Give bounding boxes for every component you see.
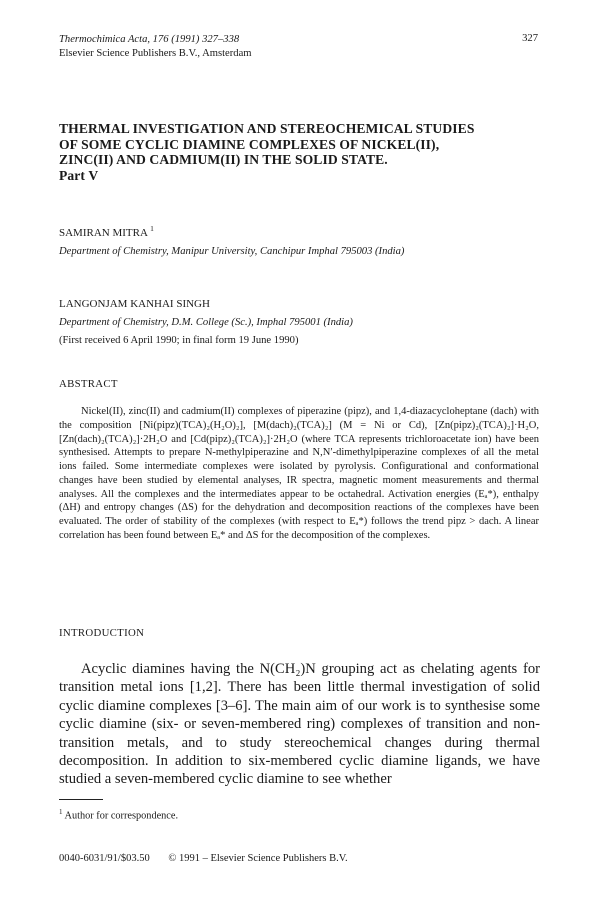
journal-citation: Thermochimica Acta, 176 (1991) 327–338 [59, 34, 240, 45]
footnote-marker: 1 [59, 808, 63, 816]
introduction-heading: INTRODUCTION [59, 627, 145, 639]
issn-code: 0040-6031/91/$03.50 [59, 853, 150, 864]
copyright-line [59, 853, 539, 864]
article-title [59, 121, 539, 183]
footnote-rule [59, 799, 103, 800]
author-name [59, 226, 154, 240]
page-number: 327 [522, 33, 538, 44]
footnote-text: Author for correspondence. [64, 810, 179, 822]
footnote [59, 808, 178, 821]
title-line: ZINC(II) AND CADMIUM(II) IN THE SOLID STATE. [59, 152, 388, 168]
author-name [59, 297, 210, 311]
title-line: OF SOME CYCLIC DIAMINE COMPLEXES OF NICKEL(II), [59, 136, 440, 152]
author-affiliation: Department of Chemistry, Manipur University, Canchipur Imphal 795003 (India) [59, 246, 405, 257]
introduction-body: Acyclic diamines having the N(CH₂)N grouping act as chelating agents for transition metal ions [1,2]. There has been little thermal investigation of solid cyclic diamine complexes [3–6]. The main aim of our work is to synthesise some cyclic diamine (six- or seven-membered ring) complexes of transition and non-transition metals, and to study stereochemical changes during thermal decomposition. In addition to six-membered cyclic diamine ligands, we have studied a seven-membered cyclic diamine to see whether [59, 661, 540, 788]
author-name-text: LANGONJAM KANHAI SINGH [59, 298, 210, 310]
abstract-heading: ABSTRACT [59, 378, 118, 390]
copyright-notice: © 1991 – Elsevier Science Publishers B.V. [168, 853, 348, 864]
footnote-marker: 1 [150, 224, 154, 233]
title-line: Part V [59, 167, 99, 183]
abstract-body: Nickel(II), zinc(II) and cadmium(II) complexes of piperazine (pipz), and 1,4-diazacycloheptane (dach) with the composition [Ni(pipz)(TCA)₂(H₂O)₂], [M(dach)₂(TCA)₂] (M = Ni or Cd), [Zn(pipz)₂(TCA)₂]·H₂O, [Zn(dach)₂(TCA)₂]·2H₂O and [Cd(pipz)₂(TCA)₂]·2H₂O (where TCA represents trichloroacetate ion) have been synthesised. Attempts to prepare N-methylpiperazine and N,N′-dimethylpiperazine complexes of all the metal ions failed. Some intermediate complexes were isolated by pyrolysis. Configurational and conformational changes have been studied by elemental analyses, IR spectra, magnetic moment measurements and thermal analyses. All the complexes and the intermediates appear to be octahedral. Activation energies (Eₐ*), enthalpy (ΔH) and entropy changes (ΔS) for the dehydration and decomposition reactions of the complexes have been evaluated. The order of stability of the complexes (with respect to Eₐ*) follows the trend pipz > dach. A linear correlation has been found between Eₐ* and ΔS for the decomposition of the complexes. [59, 406, 539, 541]
title-line: THERMAL INVESTIGATION AND STEREOCHEMICAL STUDIES [59, 121, 475, 136]
publisher-line: Elsevier Science Publishers B.V., Amsterdam [59, 48, 252, 59]
author-affiliation: Department of Chemistry, D.M. College (Sc.), Imphal 795001 (India) [59, 317, 353, 328]
received-dates: (First received 6 April 1990; in final form 19 June 1990) [59, 335, 299, 346]
author-name-text: SAMIRAN MITRA [59, 227, 148, 239]
